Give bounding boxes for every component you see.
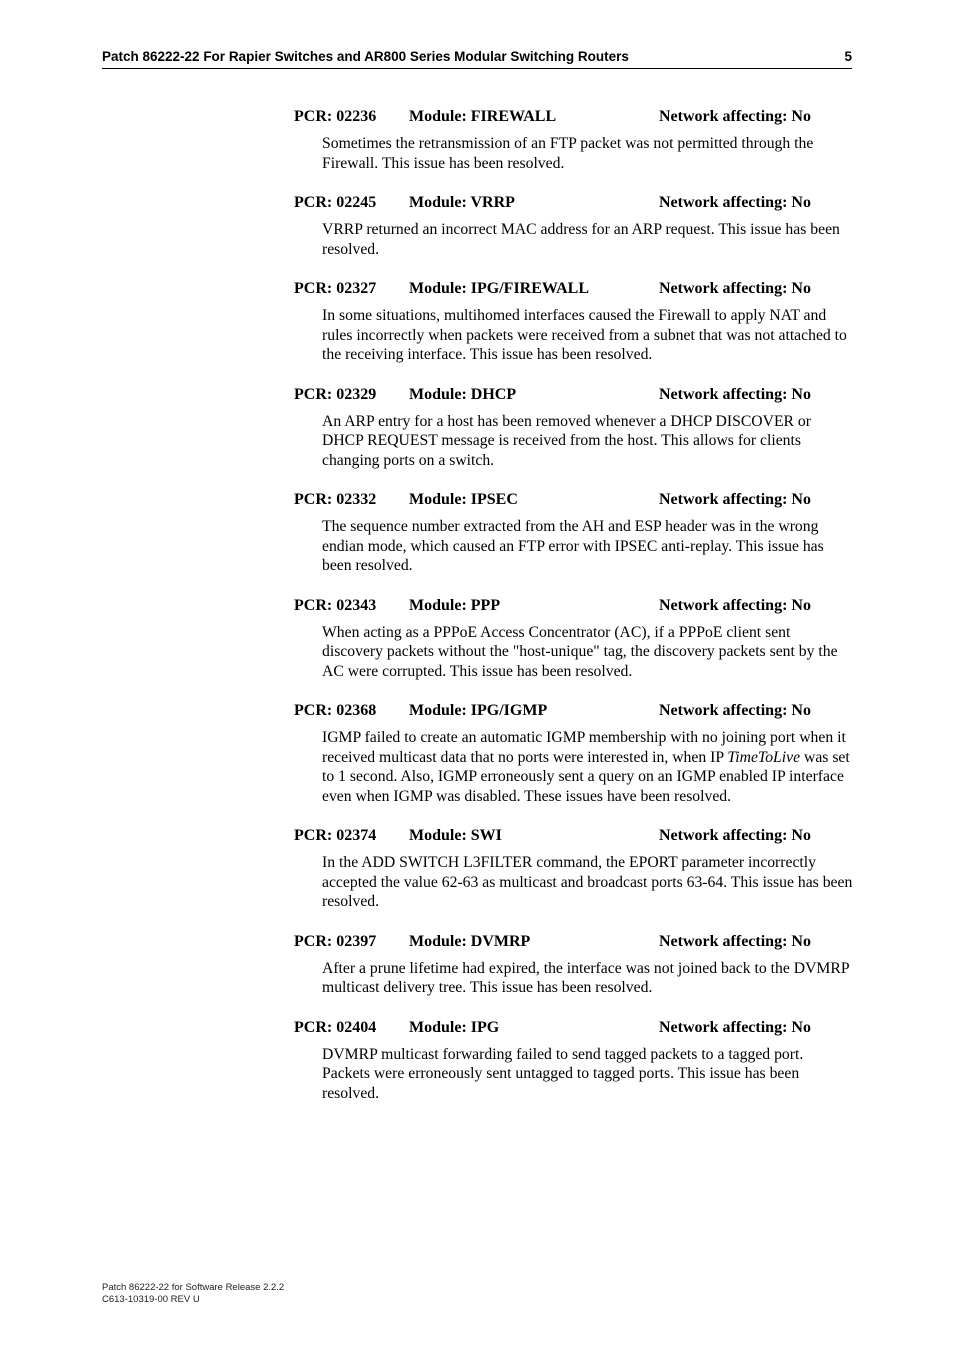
pcr-network-affecting: Network affecting: No [659, 280, 811, 297]
pcr-entry-header [294, 192, 854, 214]
pcr-description: The sequence number extracted from the AH and ESP header was in the wrong endian mode, which caused an FTP error with IPSEC anti-replay. This issue has been resolved. [322, 518, 824, 574]
pcr-module: Module: DHCP [409, 385, 517, 403]
pcr-entry-02368 [294, 700, 854, 806]
pcr-number: PCR: 02343 [294, 596, 377, 614]
page-number: 5 [844, 49, 852, 64]
header-title: Patch 86222-22 For Rapier Switches and AR800 Series Modular Switching Routers [102, 49, 629, 64]
pcr-entry-02374 [294, 825, 854, 912]
pcr-module: Module: FIREWALL [409, 108, 557, 125]
pcr-network-affecting: Network affecting: No [659, 194, 811, 211]
pcr-entry-02327 [294, 278, 854, 365]
pcr-description-part: IGMP failed to create an automatic IGMP membership with no joining port when it received multicast data that no ports were interested in, when IP [322, 729, 846, 766]
pcr-module: Module: IPG/IGMP [409, 702, 548, 719]
pcr-number: PCR: 02374 [294, 827, 377, 844]
pcr-description: VRRP returned an incorrect MAC address for an ARP request. This issue has been resolved. [322, 221, 840, 258]
pcr-entry-02332 [294, 489, 854, 576]
pcr-entry-02343 [294, 595, 854, 682]
pcr-module: Module: IPG [409, 1018, 500, 1036]
pcr-module: Module: VRRP [409, 194, 515, 211]
pcr-number: PCR: 02397 [294, 932, 377, 950]
pcr-number: PCR: 02368 [294, 702, 377, 719]
pcr-network-affecting: Network affecting: No [659, 702, 811, 719]
footer-doc-code: C613-10319-00 REV U [102, 1293, 200, 1305]
pcr-module: Module: IPSEC [409, 491, 518, 508]
pcr-entry-header [294, 278, 854, 300]
pcr-module: Module: SWI [409, 827, 502, 844]
pcr-entry-header [294, 700, 854, 722]
pcr-number: PCR: 02404 [294, 1018, 377, 1036]
pcr-entry-header [294, 825, 854, 847]
pcr-number: PCR: 02329 [294, 385, 377, 403]
pcr-entry-02245 [294, 192, 854, 259]
pcr-network-affecting: Network affecting: No [659, 108, 811, 125]
pcr-entry-header [294, 1017, 854, 1039]
page-header [102, 48, 852, 69]
pcr-number: PCR: 02236 [294, 108, 377, 125]
pcr-description-italic: TimeToLive [727, 748, 801, 766]
pcr-entry-02329 [294, 384, 854, 471]
pcr-entry-header [294, 106, 854, 128]
pcr-entry-02404 [294, 1017, 854, 1104]
pcr-network-affecting: Network affecting: No [659, 385, 811, 403]
pcr-entry-02236 [294, 106, 854, 173]
pcr-description: DVMRP multicast forwarding failed to send tagged packets to a tagged port. Packets were erroneously sent untagged to tagged ports. This issue has been resolved. [322, 1045, 804, 1102]
pcr-description: After a prune lifetime had expired, the interface was not joined back to the DVMRP multicast delivery tree. This issue has been resolved. [322, 959, 849, 996]
pcr-number: PCR: 02332 [294, 491, 377, 508]
page-footer [102, 1282, 284, 1305]
pcr-network-affecting: Network affecting: No [659, 596, 811, 614]
pcr-network-affecting: Network affecting: No [659, 932, 811, 950]
pcr-network-affecting: Network affecting: No [659, 1018, 811, 1036]
pcr-number: PCR: 02245 [294, 194, 377, 211]
pcr-description: When acting as a PPPoE Access Concentrator (AC), if a PPPoE client sent discovery packets without the "host-unique" tag, the discovery packets sent by the AC were corrupted. This issue has been resolved. [322, 623, 838, 680]
pcr-module: Module: IPG/FIREWALL [409, 280, 590, 297]
pcr-description: Sometimes the retransmission of an FTP packet was not permitted through the Firewall. This issue has been resolved. [322, 135, 814, 172]
pcr-entry-header [294, 595, 854, 617]
pcr-network-affecting: Network affecting: No [659, 491, 811, 508]
pcr-number: PCR: 02327 [294, 280, 377, 297]
pcr-entry-header [294, 384, 854, 406]
pcr-description: An ARP entry for a host has been removed whenever a DHCP DISCOVER or DHCP REQUEST message is received from the host. This allows for clients changing ports on a switch. [322, 412, 811, 469]
pcr-description-part: was set to 1 second. Also, IGMP erroneously sent a query on an IGMP enabled IP interface even when IGMP was disabled. These issues have been resolved. [322, 748, 850, 805]
pcr-entry-header [294, 489, 854, 511]
pcr-description [322, 728, 854, 806]
pcr-entry-header [294, 931, 854, 953]
pcr-description: In some situations, multihomed interfaces caused the Firewall to apply NAT and rules incorrectly when packets were received from a subnet that was not attached to the receiving interface. This issue has been resolved. [322, 307, 847, 363]
pcr-entry-02397 [294, 931, 854, 998]
footer-release: Patch 86222-22 for Software Release 2.2.2 [102, 1282, 285, 1293]
pcr-module: Module: DVMRP [409, 932, 531, 950]
pcr-description: In the ADD SWITCH L3FILTER command, the EPORT parameter incorrectly accepted the value 62-63 as multicast and broadcast ports 63-64. This issue has been resolved. [322, 854, 853, 910]
pcr-network-affecting: Network affecting: No [659, 827, 811, 844]
pcr-list [294, 106, 854, 1122]
pcr-module: Module: PPP [409, 596, 501, 614]
